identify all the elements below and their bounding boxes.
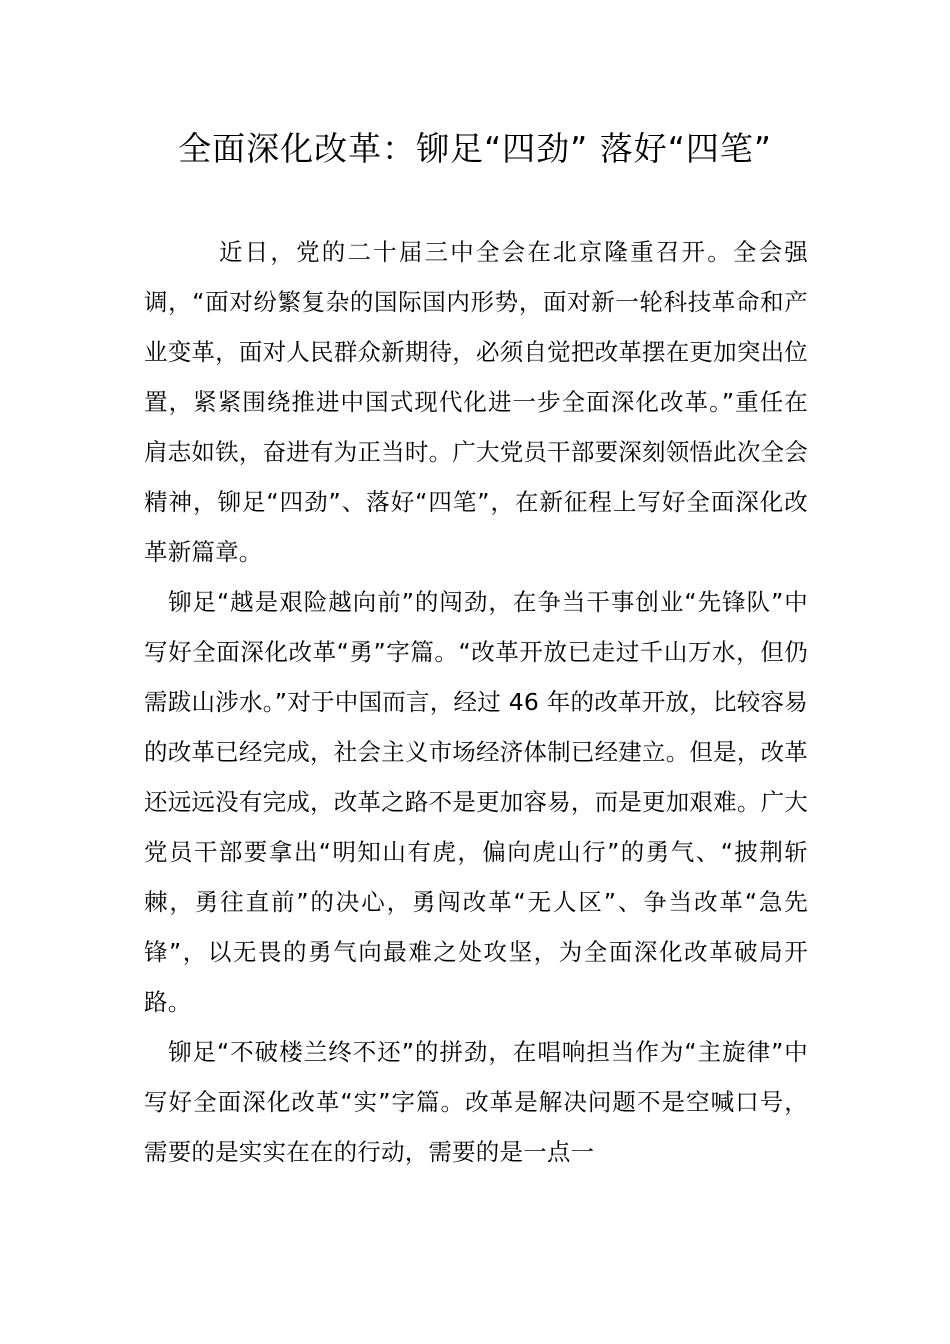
document-body [144, 227, 808, 1177]
paragraph-courage: 铆足“越是艰险越向前”的闯劲，在争当干事创业“先锋队”中写好全面深化改革“勇”字篇。“改革开放已走过千山万水，但仍需跋山涉水。”对于中国而言，经过 46 年的改革开放，比较容易的改革已经完成，社会主义市场经济体制已经建立。但是，改革还远远没有完成，改革之路不是更加容易，而是更加艰难。广大党员干部要拿出“明知山有虎，偏向虎山行”的勇气、“披荆斩棘，勇往直前”的决心，勇闯改革“无人区”、争当改革“急先锋”，以无畏的勇气向最难之处攻坚，为全面深化改革破局开路。 [144, 588, 808, 1016]
paragraph-action: 铆足“不破楼兰终不还”的拼劲，在唱响担当作为“主旋律”中写好全面深化改革“实”字篇。改革是解决问题不是空喊口号，需要的是实实在在的行动，需要的是一点一 [144, 1038, 808, 1166]
paragraph-intro: 近日，党的二十届三中全会在北京隆重召开。全会强调，“面对纷繁复杂的国际国内形势，面对新一轮科技革命和产业变革，面对人民群众新期待，必须自觉把改革摆在更加突出位置，紧紧围绕推进中国式现代化进一步全面深化改革。”重任在肩志如铁，奋进有为正当时。广大党员干部要深刻领悟此次全会精神，铆足“四劲”、落好“四笔”，在新征程上写好全面深化改革新篇章。 [144, 238, 808, 566]
document-title: 全面深化改革：铆足“四劲” 落好“四笔” [178, 129, 772, 168]
